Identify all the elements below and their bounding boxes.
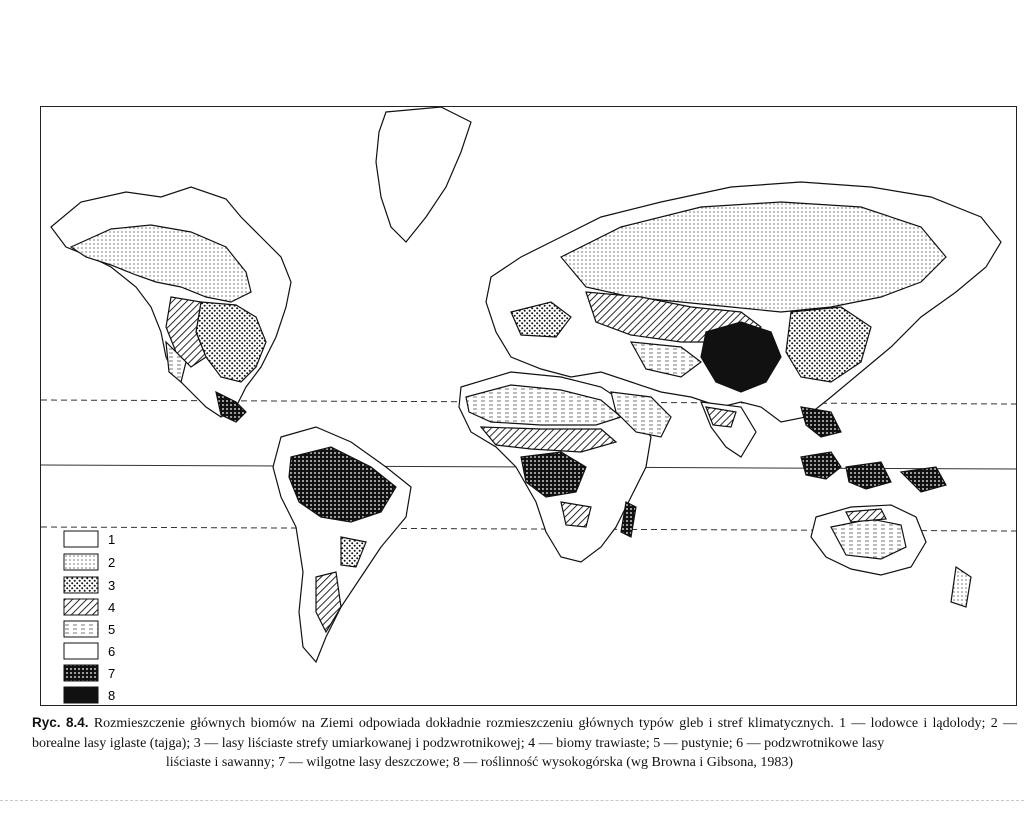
greenland	[376, 107, 471, 242]
south-america	[273, 427, 411, 662]
legend-label-7: 7	[108, 666, 116, 681]
legend	[64, 531, 115, 703]
figure-caption	[32, 713, 1017, 773]
scan-edge-line	[0, 800, 1024, 801]
caption-text: Rozmieszczenie głównych biomów na Ziemi odpowiada dokładnie rozmieszczeniu głównych typów gleb i stref klimatycznych. 1 — lodowce i lądolody; 2 — borealne lasy iglaste (tajga); 3 — lasy liściaste strefy umiarkowanej i podzwrotnikowej; 4 — biomy trawiaste; 5 — pustynie; 6 — podzwrotnikowe lasy	[32, 716, 1017, 751]
legend-label-2: 2	[108, 555, 116, 570]
caption-text-end: liściaste i sawanny; 7 — wilgotne lasy deszczowe; 8 — roślinność wysokogórska (wg Browna i Gibsona, 1983)	[165, 755, 794, 770]
figure-number: Ryc. 8.4.	[32, 715, 89, 730]
legend-label-6: 6	[108, 644, 116, 659]
world-map-drawing	[41, 107, 1016, 705]
legend-label-3: 3	[108, 578, 116, 593]
legend-label-8: 8	[108, 688, 116, 703]
north-america	[51, 187, 291, 422]
legend-label-4: 4	[108, 600, 116, 615]
legend-label-1: 1	[108, 532, 116, 547]
australia	[811, 505, 971, 607]
legend-label-5: 5	[108, 622, 116, 637]
biome-world-map	[40, 106, 1017, 706]
southeast-asia-islands	[801, 452, 946, 492]
